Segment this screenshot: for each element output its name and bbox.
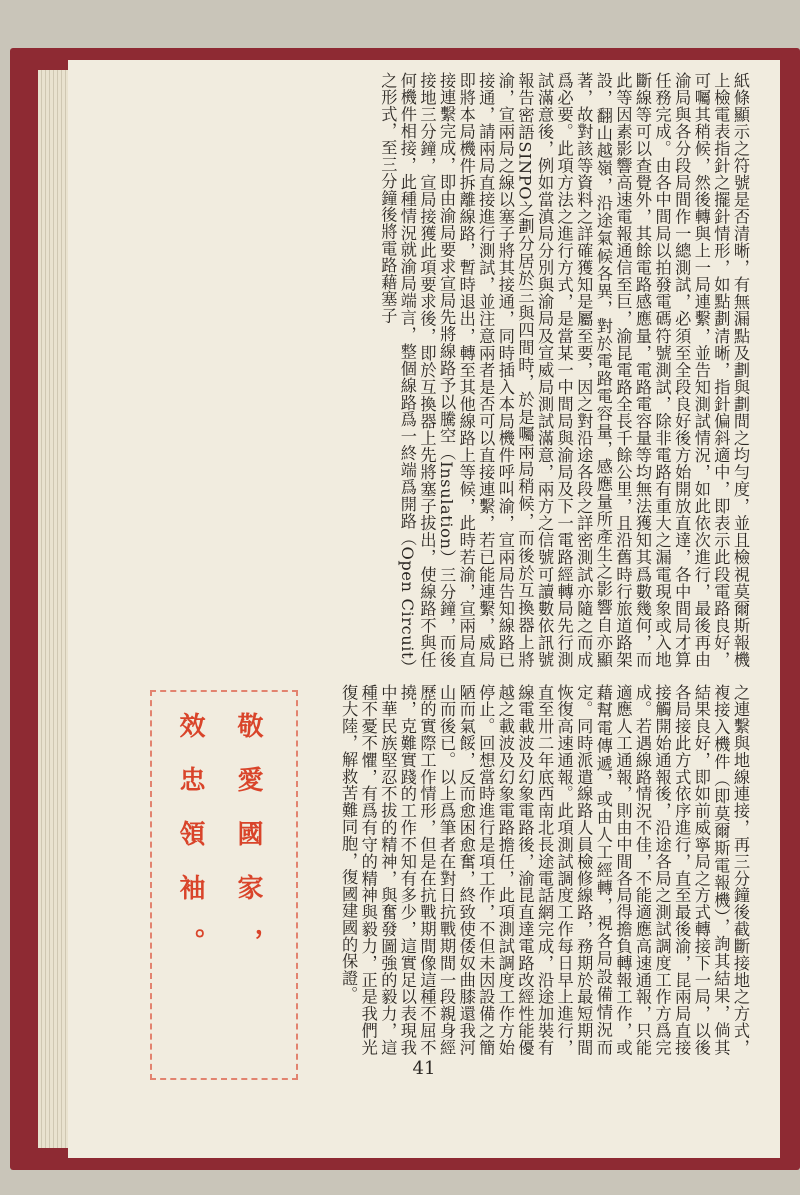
upper-text-block: 紙條顯示之符號是否清晰，有無漏點及劃與劃間之均勻度，並且檢視莫爾斯報機上檢電表指針之擺針情形，如點劃清晰，指針偏斜適中，即表示此段電路良好，可囑其稍候，然後轉與上一局連繫，並告知測試情況，如此依次進行，最後再由渝局與各分段局間作一總測試，必須至全段良好後方始開放直達，各中間局才算任務完成。由各中間局以拍發電碼符號測試，除非電路有重大之漏電現象或入地斷線等可以查覺外，其餘電路感應量，電路電容量等均無法獲知其爲數幾何，而此等因素影響高速電報通信至巨，渝昆電路全長千餘公里，且沿舊時行旅道路架設，翻山越嶺，沿途氣候各異，對於電路電容量，感應量所產生之影響自亦顯著，故對該等資料之詳確獲知是屬至要，因之對沿途各段之詳密測試亦隨之而成爲必要。此項方法之進行方式，是當某一中間局與渝局及下一電路經轉局先行測試滿意後，例如當滇局分別與渝局及宣威局測試滿意，兩方之信號可讀數依訊號報告密語SINPO之劃分居於三與四間時，於是囑兩局稍候，而後於互換器上將渝，宣兩局之線以塞子將其接通，同時插入本局機件呼叫渝，宣兩局告知線路已接通，請兩局直接進行測試，並注意兩者是否可以直接連繫，若已能連繫，威局即將本局機件拆離線路，暫時退出，轉至其他線路上等候，此時若渝，宣兩局直接連繫完成，即由渝局要求宣局先將線路予以騰空（Insulation）三分鐘，而後接地三分鐘，宣局接獲此項要求後，即於互換器上先將塞子拔出，使線路不與任何機件相接，此種情況就渝局端言，整個線路爲一終端爲開路（Open Circuit）之形式，至三分鐘後將電路藉塞子 [378, 72, 750, 668]
slogan-box [150, 690, 298, 1080]
slogan-line-2: 效忠領袖。 [175, 712, 205, 982]
page-number: 41 [412, 1058, 436, 1079]
book-page [68, 60, 780, 1158]
lower-text-block: 之連繫與地線連接，再三分鐘後截斷接地之方式，複接入機件（即莫爾斯電報機），詢其結果，倘其結果良好，即如前威寧局之方式轉接下一局，以後各局接此方式依序進行，直至最後渝，昆兩局直接接觸開始通報後，沿途各局之測試調度工作方爲完成。若遇線路情況不佳，不能適應高速通報，只能適應人工通報，則由中間各局得擔負轉報工作，或藉幫電傳遞，或由人工經轉，視各局設備情況而定。同時派遣線路人員檢修線路，務期於最短期間恢復高速通報。此項測試調度工作每日早上進行，直至卅二年底西南北長途電話網完成，沿途加裝有線電載波及幻象電路後，渝昆直達電路改經性能優越之載波及幻象電路擔任，此項測試調度工作方始停止。回想當時進行是項工作，不但未因設備之簡陋而氣餒，反而愈困愈奮，終致使倭奴曲膝還我河山而後已。以上爲筆者在對日抗戰期間一段親身經歷的實際工作情形，但是在抗戰期間像這種不屈不撓，克難實踐的工作不知有多少，這實足以表現我中華民族堅忍不拔的精神，與奮發圖強的毅力，這種不憂不懼，有爲有守的精神與毅力，正是我們光復大陸，解救苦難同胞，復國建國的保證。 [339, 684, 750, 1056]
slogan-line-1: 敬愛國家， [233, 712, 263, 982]
